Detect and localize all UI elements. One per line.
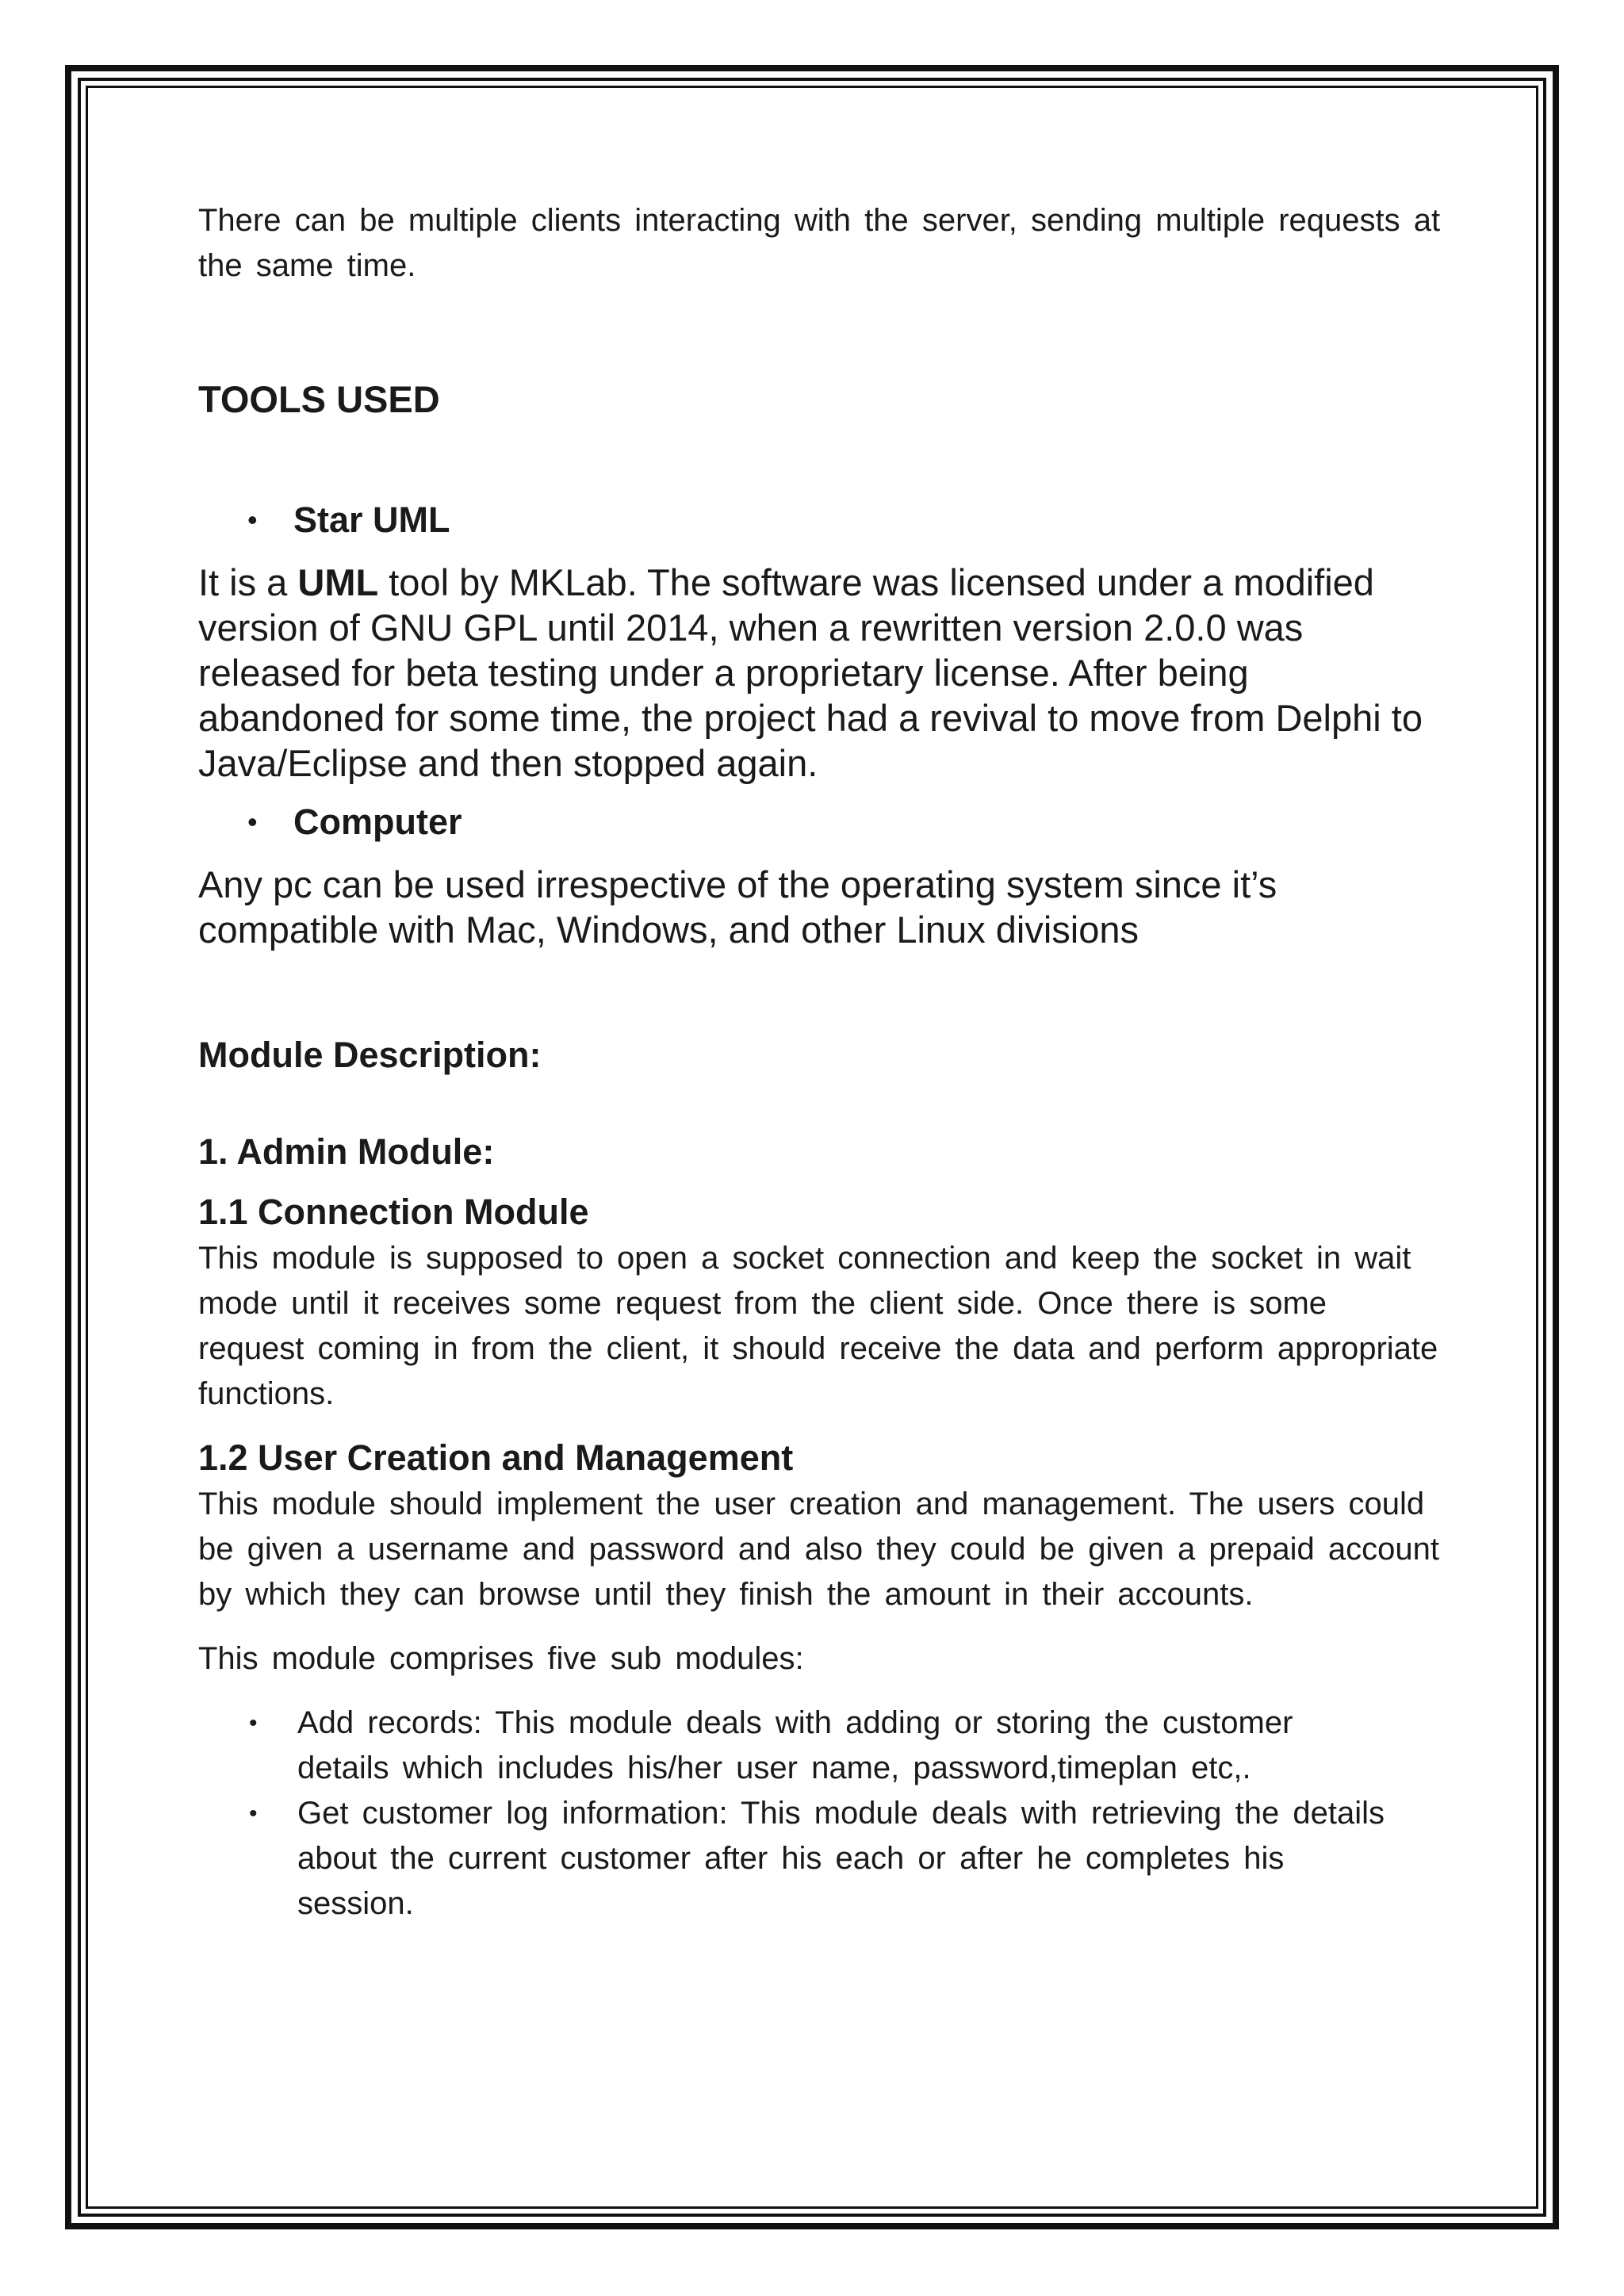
bullet-icon: • — [247, 503, 258, 536]
tools-heading: TOOLS USED — [198, 378, 440, 420]
admin-module-heading: 1. Admin Module: — [198, 1131, 495, 1172]
tool-item-computer — [198, 798, 1443, 846]
bullet-icon: • — [247, 806, 258, 838]
list-item — [198, 1701, 1443, 1791]
user-management-heading: 1.2 User Creation and Management — [198, 1437, 794, 1478]
list-item-text: Get customer log information: This module deals with retrieving the details about the current customer after his each or after he completes his session. — [297, 1796, 1385, 1921]
connection-module-paragraph: This module is supposed to open a socket connection and keep the socket in wait mode until it receives some request from the client side. Once there is some request coming in from the client, it should receive the data and perform appropriate functions. — [198, 1241, 1438, 1411]
list-item-text: Add records: This module deals with adding or storing the customer details which includes his/her user name, password,timeplan etc,. — [297, 1705, 1293, 1785]
sub-modules-intro: This module comprises five sub modules: — [198, 1641, 804, 1676]
tool-name: Computer — [293, 802, 462, 842]
tool-description-computer: Any pc can be used irrespective of the operating system since it’s compatible with Mac, Windows, and other Linux divisions — [198, 863, 1277, 951]
intro-paragraph: There can be multiple clients interacting with the server, sending multiple requests at the same time. — [198, 203, 1441, 283]
tool-item-star-uml — [198, 496, 1443, 544]
page-content — [198, 198, 1443, 1927]
list-item — [198, 1791, 1443, 1927]
bullet-icon: • — [249, 1800, 258, 1827]
bullet-icon: • — [249, 1710, 258, 1736]
sub-modules-list — [198, 1701, 1443, 1927]
tool-description-star-uml — [198, 560, 1443, 786]
connection-module-heading: 1.1 Connection Module — [198, 1192, 589, 1232]
user-management-paragraph: This module should implement the user creation and management. The users could be given a username and password and also they could be given a prepaid account by which they can browse until they finish the amount in their accounts. — [198, 1487, 1439, 1612]
tool-desc-text: It is a — [198, 561, 298, 603]
tool-desc-text: tool by MKLab. The software was licensed under a modified version of GNU GPL until 2014, when a rewritten version 2.0.0 was released for beta testing under a proprietary license. After being abandoned for some time, the project had a revival to move from Delphi to Java/Eclipse and then stopped again. — [198, 561, 1423, 784]
tool-name: Star UML — [293, 499, 450, 540]
tool-desc-bold: UML — [297, 561, 379, 603]
module-description-heading: Module Description: — [198, 1035, 542, 1075]
